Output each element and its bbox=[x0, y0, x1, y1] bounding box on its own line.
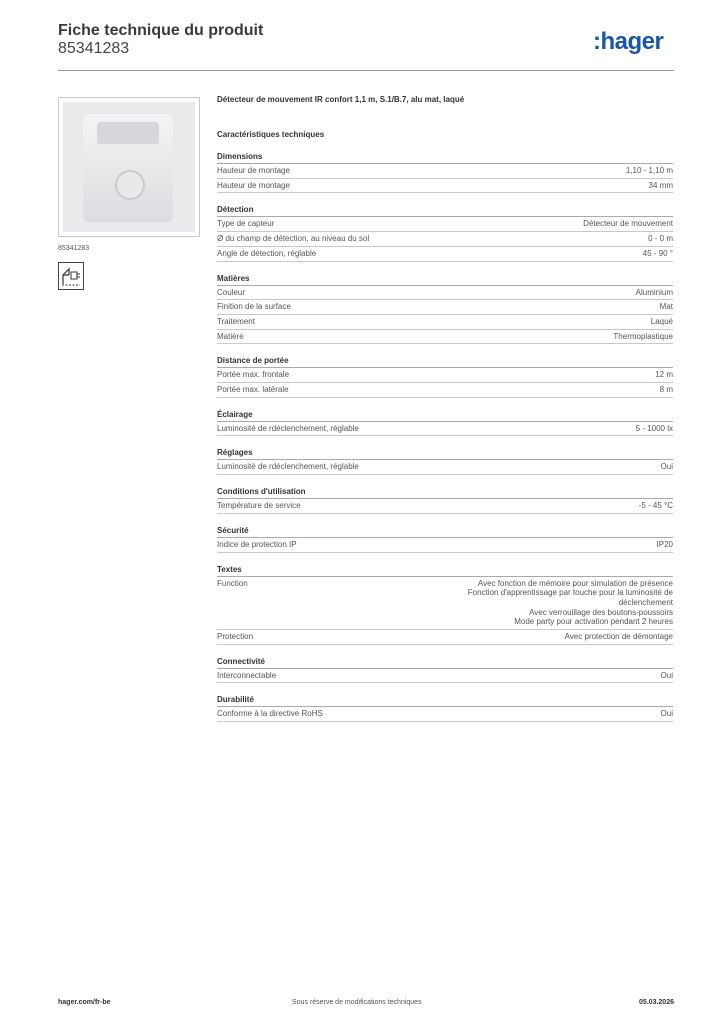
section-title: Sécurité bbox=[217, 526, 673, 538]
spec-value-line: 45 - 90 ° bbox=[642, 248, 673, 258]
logo-text: hager bbox=[600, 28, 664, 55]
spec-label: Function bbox=[217, 578, 248, 588]
spec-value-line: Détecteur de mouvement bbox=[583, 219, 673, 229]
spec-value bbox=[651, 317, 673, 327]
spec-row bbox=[217, 330, 673, 345]
spec-row bbox=[217, 422, 673, 437]
specs-heading: Caractéristiques techniques bbox=[217, 130, 325, 139]
spec-label: Finition de la surface bbox=[217, 302, 291, 312]
spec-value bbox=[661, 671, 673, 681]
spec-value-line: déclenchement bbox=[618, 597, 673, 607]
spec-sections bbox=[217, 152, 673, 722]
spec-content bbox=[217, 95, 673, 722]
spec-section bbox=[217, 152, 673, 193]
spec-label: Conforme à la directive RoHS bbox=[217, 709, 323, 719]
spec-value bbox=[660, 385, 673, 395]
spec-value bbox=[583, 219, 673, 229]
spec-value-line: Avec verrouillage des boutons-poussoirs bbox=[529, 607, 673, 617]
hager-logo: :hager bbox=[593, 28, 664, 55]
spec-section bbox=[217, 356, 673, 397]
spec-row bbox=[217, 669, 673, 684]
spec-value-line: Mat bbox=[659, 302, 673, 312]
spec-value bbox=[626, 166, 673, 176]
section-title: Connectivité bbox=[217, 657, 673, 669]
spec-row bbox=[217, 300, 673, 315]
spec-value-line: -5 - 45 °C bbox=[638, 501, 673, 511]
spec-row bbox=[217, 164, 673, 179]
spec-section bbox=[217, 448, 673, 475]
spec-value bbox=[648, 234, 673, 244]
spec-label: Portée max. latérale bbox=[217, 385, 289, 395]
spec-row bbox=[217, 538, 673, 553]
spec-value bbox=[639, 501, 673, 511]
section-title: Éclairage bbox=[217, 410, 673, 422]
spec-row bbox=[217, 247, 673, 262]
spec-value bbox=[643, 249, 673, 259]
spec-row bbox=[217, 630, 673, 645]
spec-label: Matière bbox=[217, 331, 244, 341]
spec-value-line: 8 m bbox=[659, 385, 673, 395]
spec-value-line: Thermoplastique bbox=[613, 331, 673, 341]
spec-label: Hauteur de montage bbox=[217, 180, 290, 190]
sensor-window bbox=[97, 122, 159, 144]
section-title: Distance de portée bbox=[217, 356, 673, 368]
spec-row bbox=[217, 460, 673, 475]
spec-row bbox=[217, 707, 673, 722]
spec-section bbox=[217, 205, 673, 261]
section-title: Détection bbox=[217, 205, 673, 217]
spec-row bbox=[217, 499, 673, 514]
surface-mount-pictogram-icon bbox=[58, 262, 84, 290]
spec-value bbox=[655, 370, 673, 380]
spec-label: Hauteur de montage bbox=[217, 166, 290, 175]
spec-section bbox=[217, 526, 673, 553]
spec-value bbox=[660, 302, 673, 312]
section-title: Textes bbox=[217, 565, 673, 577]
spec-value bbox=[468, 579, 673, 628]
sensor-body bbox=[83, 114, 173, 222]
page-title: Fiche technique du produit bbox=[58, 22, 264, 39]
spec-value-line: Avec fonction de mémoire pour simulation de présence bbox=[477, 578, 673, 588]
cover-frame bbox=[63, 102, 195, 232]
spec-value-line: 34 mm bbox=[648, 180, 673, 190]
section-title: Durabilité bbox=[217, 695, 673, 707]
product-reference: 85341283 bbox=[58, 40, 130, 57]
spec-section bbox=[217, 695, 673, 722]
footer-notice: Sous réserve de modifications techniques bbox=[292, 999, 422, 1006]
spec-value-line: Oui bbox=[660, 462, 673, 472]
section-title: Matières bbox=[217, 274, 673, 286]
spec-row bbox=[217, 383, 673, 398]
spec-value-line: 5 - 1000 lx bbox=[635, 423, 673, 433]
footer-date: 05.03.2026 bbox=[638, 999, 674, 1006]
spec-row bbox=[217, 286, 673, 301]
spec-value-line: Mode party pour activation pendant 2 heures bbox=[514, 617, 673, 627]
spec-row bbox=[217, 315, 673, 330]
spec-label: Type de capteur bbox=[217, 219, 275, 229]
spec-label: Indice de protection IP bbox=[217, 539, 297, 549]
spec-value-line: Oui bbox=[660, 709, 673, 719]
image-caption: 85341283 bbox=[58, 245, 90, 252]
spec-value bbox=[565, 632, 673, 642]
spec-label: Luminosité de rdéclenchement, réglable bbox=[217, 462, 359, 472]
sensor-lens bbox=[115, 170, 145, 200]
spec-label: Ø du champ de détection, au niveau du sol bbox=[217, 234, 370, 244]
spec-row bbox=[217, 179, 673, 194]
spec-value bbox=[613, 332, 673, 342]
spec-value-line: Avec protection de démontage bbox=[564, 632, 673, 642]
spec-value bbox=[649, 181, 673, 191]
spec-value bbox=[636, 288, 673, 298]
spec-value-line: Aluminium bbox=[635, 287, 673, 297]
header-divider bbox=[58, 70, 674, 71]
spec-value-line: Oui bbox=[660, 670, 673, 680]
section-title: Réglages bbox=[217, 448, 673, 460]
spec-label: Couleur bbox=[217, 287, 246, 297]
product-image bbox=[58, 97, 200, 237]
spec-value-line: 1,10 - 1,10 m bbox=[625, 166, 673, 175]
spec-value-line: 12 m bbox=[655, 370, 673, 380]
spec-value-line: Fonction d'apprentissage par touche pour la luminosité de bbox=[467, 588, 673, 598]
spec-section bbox=[217, 657, 673, 684]
spec-section bbox=[217, 565, 673, 645]
spec-label: Portée max. frontale bbox=[217, 370, 290, 380]
spec-section bbox=[217, 274, 673, 345]
spec-value bbox=[636, 424, 673, 434]
section-title: Conditions d'utilisation bbox=[217, 487, 673, 499]
spec-value bbox=[661, 709, 673, 719]
spec-row bbox=[217, 232, 673, 247]
section-title: Dimensions bbox=[217, 152, 673, 164]
spec-value-line: 0 - 0 m bbox=[648, 234, 673, 244]
spec-value bbox=[657, 540, 673, 550]
spec-label: Interconnectable bbox=[217, 670, 277, 680]
spec-label: Angle de détection, réglable bbox=[217, 248, 317, 258]
spec-section bbox=[217, 410, 673, 437]
footer-website: hager.com/fr-be bbox=[58, 999, 111, 1006]
spec-row bbox=[217, 577, 673, 631]
spec-label: Luminosité de rdéclenchement, réglable bbox=[217, 423, 359, 433]
spec-row bbox=[217, 368, 673, 383]
spec-row bbox=[217, 217, 673, 232]
product-description: Détecteur de mouvement IR confort 1,1 m, S.1/B.7, alu mat, laqué bbox=[217, 95, 465, 104]
spec-label: Protection bbox=[217, 632, 254, 642]
spec-value bbox=[661, 462, 673, 472]
spec-section bbox=[217, 487, 673, 514]
spec-value-line: Laqué bbox=[650, 316, 673, 326]
spec-label: Température de service bbox=[217, 501, 301, 511]
spec-label: Traitement bbox=[217, 316, 255, 326]
spec-value-line: IP20 bbox=[656, 539, 673, 549]
